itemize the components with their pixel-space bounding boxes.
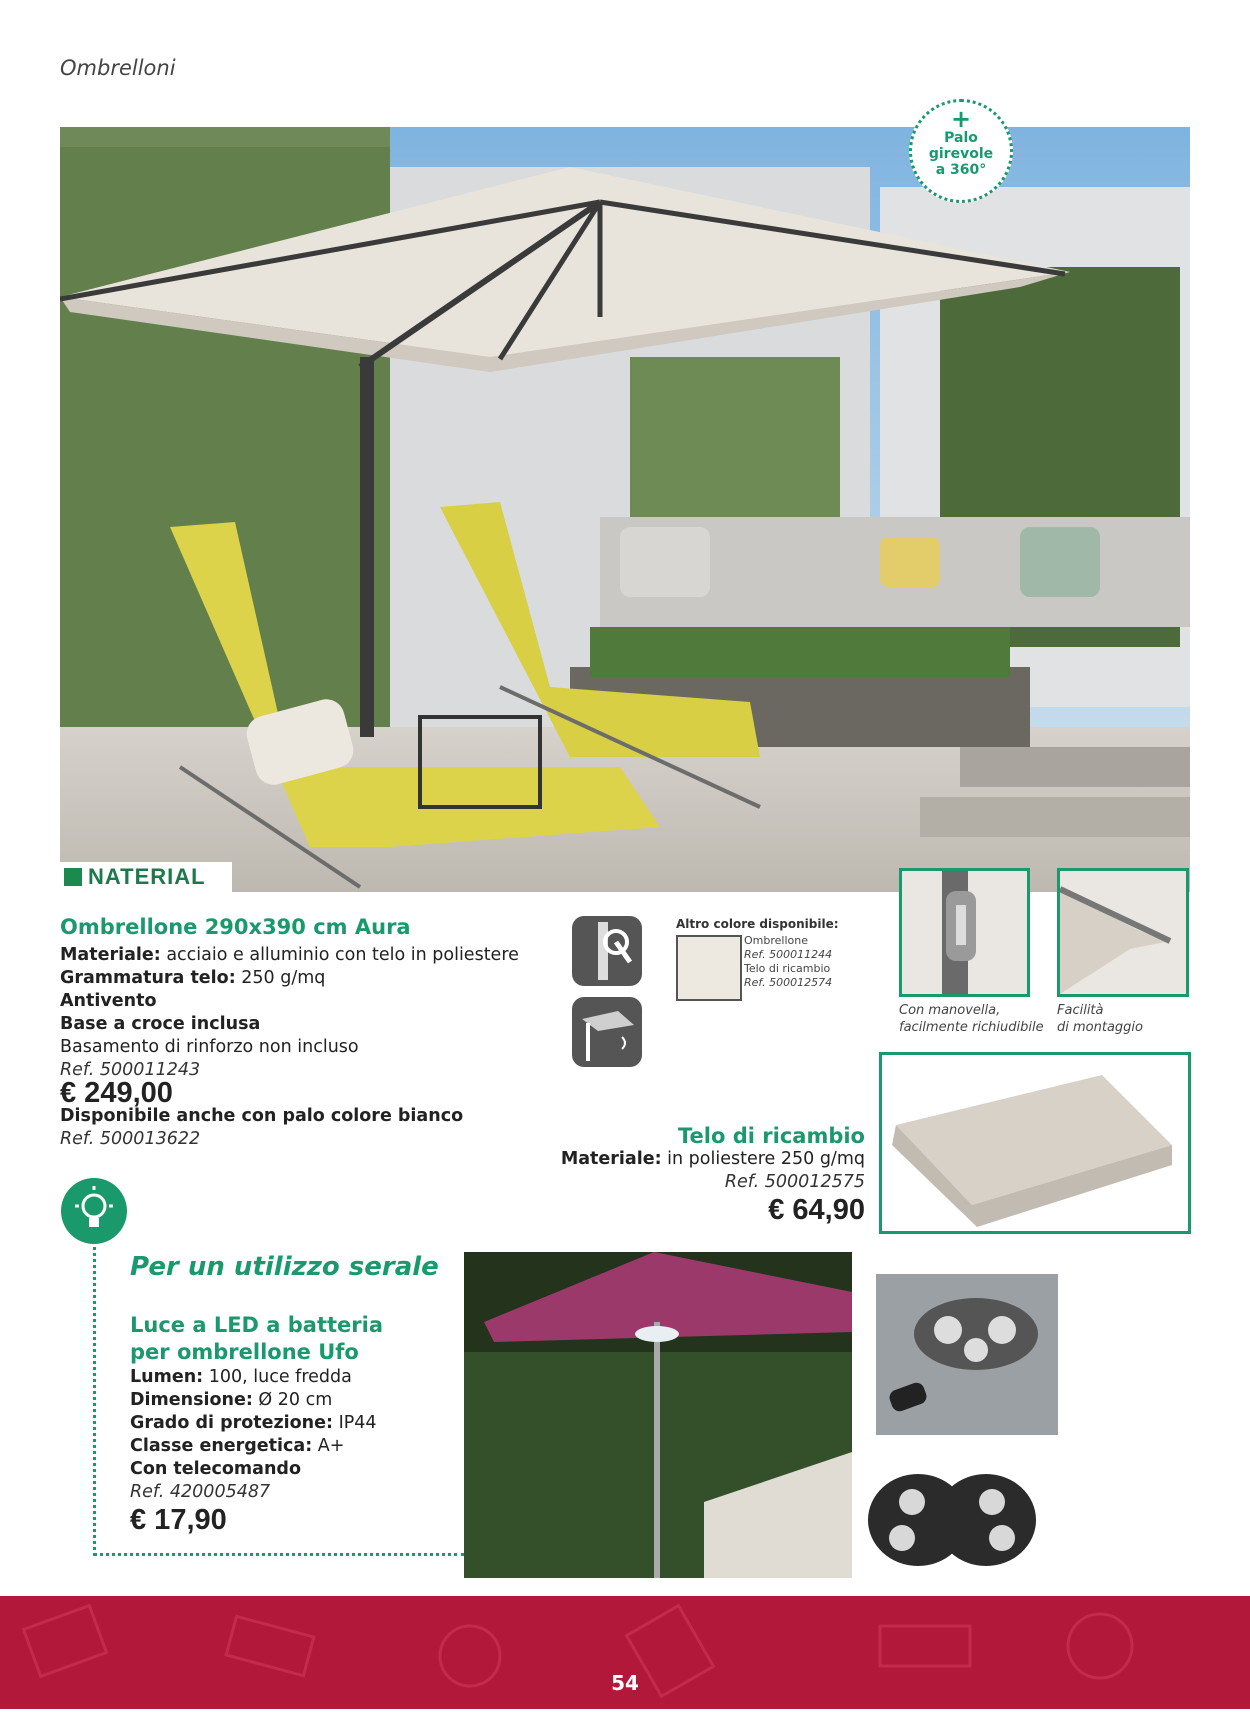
product-price: € 249,00	[60, 1077, 173, 1109]
product-ref: Ref. 500011243	[60, 1060, 201, 1080]
protection-label: Grado di protezione:	[130, 1413, 334, 1433]
brand-name: NATERIAL	[88, 864, 206, 889]
weight-value: 250 g/mq	[235, 968, 326, 988]
weight-label: Grammatura telo:	[60, 968, 236, 988]
led-title-1: Luce a LED a batteria	[130, 1313, 384, 1337]
also-available: Disponibile anche con palo colore bianco	[60, 1106, 464, 1126]
rotating-pole-badge	[909, 99, 1013, 203]
plus-icon: +	[950, 105, 972, 133]
crank-caption-1: Con manovella,	[899, 1003, 1001, 1018]
page-number: 54	[611, 1671, 639, 1695]
dimension-value: Ø 20 cm	[252, 1390, 333, 1410]
badge-line-1: Palo	[944, 130, 978, 146]
night-umbrella-photo	[464, 1252, 852, 1578]
lumen-value: 100, luce fredda	[203, 1367, 352, 1387]
lightbulb-icon	[61, 1178, 127, 1244]
evening-use-heading: Per un utilizzo serale	[130, 1252, 439, 1282]
dotted-guide-vertical	[93, 1240, 96, 1556]
section-title: Ombrelloni	[60, 56, 176, 80]
color-swatch	[676, 935, 742, 1001]
feature-windproof: Antivento	[60, 991, 157, 1011]
dotted-guide-horizontal	[93, 1553, 465, 1556]
assembly-caption	[1057, 1002, 1143, 1036]
protection-value: IP44	[333, 1413, 377, 1433]
assembly-detail-photo	[1057, 868, 1189, 997]
assembly-caption-1: Facilità	[1057, 1003, 1104, 1018]
crank-caption	[899, 1002, 1044, 1036]
remote-included: Con telecomando	[130, 1459, 301, 1479]
hero-photo-umbrella-terrace	[60, 127, 1190, 892]
alt-color-line-4: Ref. 500012574	[744, 976, 833, 989]
led-ref: Ref. 420005487	[130, 1482, 271, 1502]
spare-material-value: in poliestere 250 g/mq	[661, 1149, 865, 1169]
lumen-label: Lumen:	[130, 1367, 204, 1387]
base-note: Basamento di rinforzo non incluso	[60, 1037, 359, 1057]
material-value: acciaio e alluminio con telo in poliestere	[160, 945, 519, 965]
energy-class-label: Classe energetica:	[130, 1436, 313, 1456]
brand-logo	[60, 862, 232, 892]
alt-color-line-3: Telo di ricambio	[744, 962, 831, 975]
material-label: Materiale:	[60, 945, 161, 965]
alt-color-details	[744, 934, 832, 990]
crank-caption-2: facilmente richiudibile	[899, 1020, 1044, 1035]
assembly-caption-2: di montaggio	[1057, 1020, 1143, 1035]
crank-handle-icon	[572, 916, 642, 986]
crank-detail-photo	[899, 868, 1030, 997]
product-led-light	[130, 1312, 430, 1537]
spare-ref: Ref. 500012575	[724, 1172, 865, 1192]
product-title-aura: Ombrellone 290x390 cm Aura	[60, 915, 411, 939]
led-title-2: per ombrellone Ufo	[130, 1340, 359, 1364]
alt-color-heading: Altro colore disponibile:	[676, 917, 839, 931]
tilt-umbrella-icon	[572, 997, 642, 1067]
led-light-remote-photo	[876, 1274, 1058, 1435]
alt-color-line-2: Ref. 500011244	[744, 948, 833, 961]
led-price: € 17,90	[130, 1504, 227, 1536]
badge-line-2: girevole	[928, 146, 994, 162]
brand-mark-icon	[64, 868, 82, 886]
alt-color-line-1: Ombrellone	[744, 934, 808, 947]
product-specs-aura	[60, 944, 540, 1151]
feature-cross-base: Base a croce inclusa	[60, 1014, 261, 1034]
spare-price: € 64,90	[768, 1194, 865, 1226]
badge-line-3: a 360°	[935, 162, 987, 178]
dimension-label: Dimensione:	[130, 1390, 253, 1410]
spare-canopy-title: Telo di ricambio	[678, 1124, 865, 1148]
product-spare-canopy	[560, 1124, 865, 1227]
led-light-open-photo	[862, 1460, 1042, 1580]
also-ref: Ref. 500013622	[60, 1129, 201, 1149]
energy-class-value: A+	[312, 1436, 345, 1456]
spare-material-label: Materiale:	[560, 1149, 662, 1169]
spare-canopy-photo	[879, 1052, 1191, 1234]
